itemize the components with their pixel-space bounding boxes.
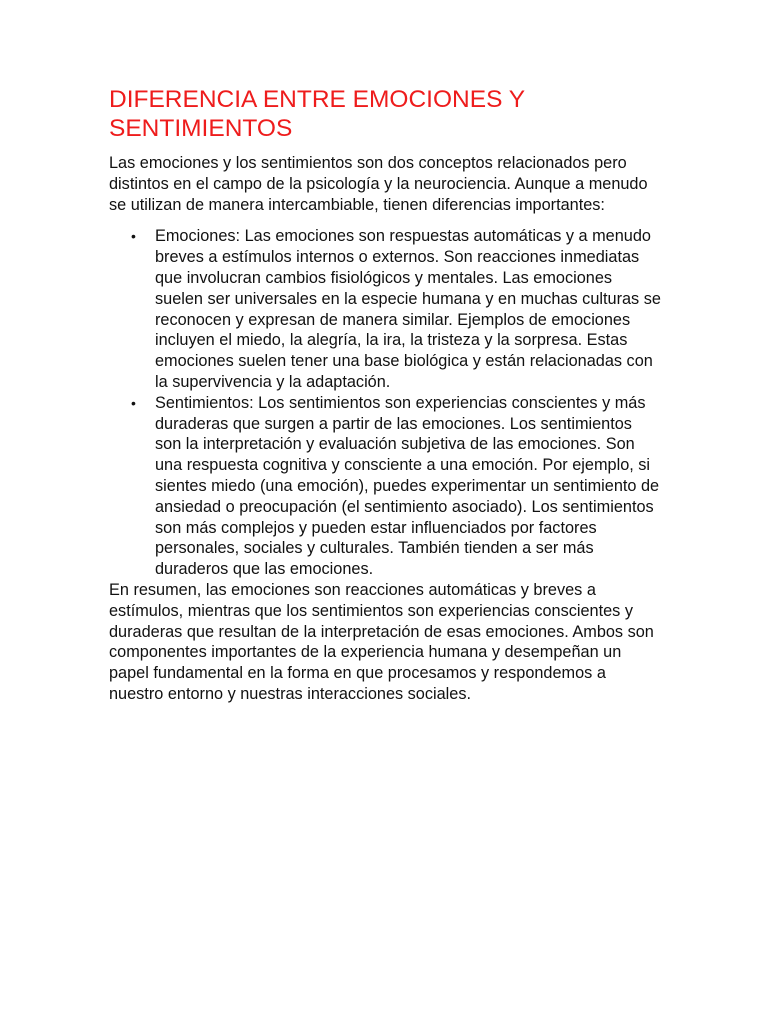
differences-list — [109, 226, 661, 580]
list-item-sentimientos — [109, 393, 661, 580]
list-item-emociones — [109, 226, 661, 392]
list-item-text: Emociones: Las emociones son respuestas automáticas y a menudo breves a estímulos internos o externos. Son reacciones inmediatas que involucran cambios fisiológicos y mentales. Las emociones suelen ser universales en la especie humana y en muchas culturas se reconocen y expresan de manera similar. Ejemplos de emociones incluyen el miedo, la alegría, la ira, la tristeza y la sorpresa. Estas emociones suelen tener una base biológica y están relacionadas con la supervivencia y la adaptación. — [155, 227, 661, 391]
bullet-icon: • — [131, 394, 136, 411]
intro-paragraph: Las emociones y los sentimientos son dos conceptos relacionados pero distintos en el campo de la psicología y la neurociencia. Aunque a menudo se utilizan de manera intercambiable, tienen diferencias importantes: — [109, 154, 648, 214]
summary-paragraph: En resumen, las emociones son reacciones automáticas y breves a estímulos, mientras que los sentimientos son experiencias conscientes y duraderas que resultan de la interpretación de esas emociones. Ambos son componentes importantes de la experiencia humana y desempeñan un papel fundamental en la forma en que procesamos y respondemos a nuestro entorno y nuestras interacciones sociales. — [109, 580, 654, 703]
bullet-icon: • — [131, 228, 136, 245]
list-item-text: Sentimientos: Los sentimientos son experiencias conscientes y más duraderas que surgen a partir de las emociones. Los sentimientos son la interpretación y evaluación subjetiva de las emociones. Son una respuesta cognitiva y consciente a una emoción. Por ejemplo, si sientes miedo (una emoción), puedes experimentar un sentimiento de ansiedad o preocupación (el sentimiento asociado). Los sentimientos son más complejos y pueden estar influenciados por factores personales, sociales y culturales. También tienden a ser más duraderos que las emociones. — [155, 393, 660, 579]
document-content — [109, 85, 661, 705]
document-title: DIFERENCIA ENTRE EMOCIONES Y SENTIMIENTOS — [109, 86, 525, 142]
